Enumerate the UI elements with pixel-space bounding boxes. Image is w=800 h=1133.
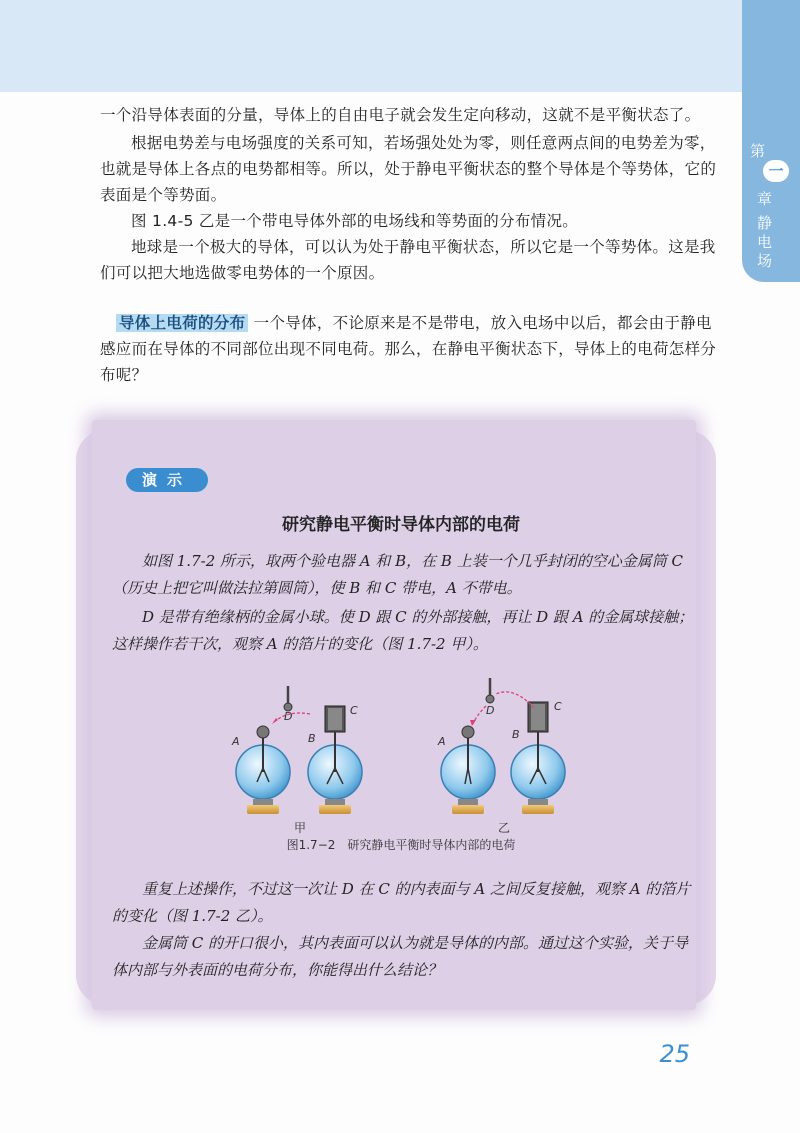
section-paragraph [100, 310, 724, 388]
header-band [0, 0, 742, 92]
demo-paragraph-3: 重复上述操作，不过这一次让 D 在 C 的内表面与 A 之间反复接触，观察 A 的箔片的变化（图 1.7-2 乙）。 [112, 880, 691, 925]
electroscope-b-left [308, 706, 362, 814]
demo-paragraph-2: D 是带有绝缘柄的金属小球。使 D 跟 C 的外部接触，再让 D 跟 A 的金属球接触；这样操作若干次，观察 A 的箔片的变化（图 1.7-2 甲）。 [112, 608, 694, 653]
sub-label-right: 乙 [498, 821, 511, 835]
paragraph-4: 地球是一个极大的导体，可以认为处于静电平衡状态，所以它是一个等势体。这是我们可以把大地选做零电势体的一个原因。 [100, 238, 716, 282]
electroscope-a-right [441, 726, 495, 814]
electroscope-b-right [511, 702, 565, 814]
label-d-right: D [486, 704, 495, 717]
label-b-left: B [308, 732, 316, 745]
label-a-left: A [232, 735, 240, 748]
label-d-left: D [284, 710, 293, 723]
paragraph-1: 一个沿导体表面的分量，导体上的自由电子就会发生定向移动，这就不是平衡状态了。 [100, 106, 701, 124]
demo-paragraph-4: 金属筒 C 的开口很小，其内表面可以认为就是导体的内部。通过这个实验，关于导体内部与外表面的电荷分布，你能得出什么结论？ [112, 934, 689, 979]
chapter-prefix: 第 [750, 142, 766, 160]
figure-electroscopes [218, 672, 578, 836]
section-keyword: 导体上电荷的分布 [116, 314, 248, 332]
label-a-right: A [438, 735, 446, 748]
probe-d-right [486, 678, 494, 703]
label-c-right: C [554, 700, 562, 713]
label-c-left: C [350, 704, 358, 717]
section-text: 一个导体，不论原来是不是带电，放入电场中以后，都会由于静电感应而在导体的不同部位出现不同电荷。那么，在静电平衡状态下，导体上的电荷怎样分布呢？ [100, 314, 717, 384]
demo-badge: 演示 [126, 468, 208, 492]
label-b-right: B [512, 728, 520, 741]
figure-caption: 图1.7−2 研究静电平衡时导体内部的电荷 [286, 838, 516, 852]
paragraph-3: 图 1.4-5 乙是一个带电导体外部的电场线和等势面的分布情况。 [131, 212, 579, 230]
sub-label-left: 甲 [294, 821, 307, 835]
electroscope-a-left [236, 726, 290, 814]
chapter-suffix: 章 [757, 190, 773, 208]
demo-paragraph-1: 如图 1.7-2 所示，取两个验电器 A 和 B，在 B 上装一个几乎封闭的空心金属筒 C（历史上把它叫做法拉第圆筒），使 B 和 C 带电，A 不带电。 [112, 552, 683, 597]
paragraph-2: 根据电势差与电场强度的关系可知，若场强处处为零，则任意两点间的电势差为零，也就是导体上各点的电势都相等。所以，处于静电平衡状态的整个导体是个等势体，它的表面是个等势面。 [100, 134, 717, 204]
chapter-title: 静电场 [757, 214, 773, 270]
page-number: 25 [659, 1040, 690, 1068]
chapter-number: 一 [763, 160, 789, 182]
probe-d-left [284, 686, 292, 711]
demo-title: 研究静电平衡时导体内部的电荷 [282, 515, 520, 535]
